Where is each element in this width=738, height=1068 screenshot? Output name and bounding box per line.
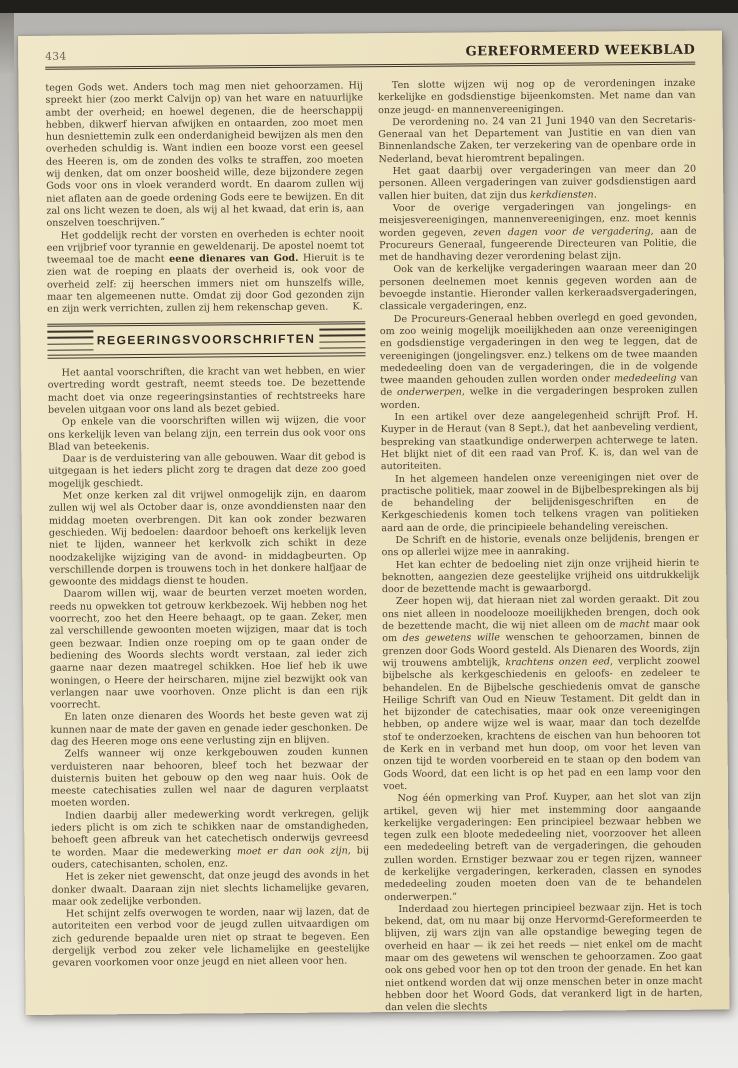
paragraph: Zelfs wanneer wij onze kerkgebouwen zouden kunnen verduisteren naar behooren, bleef toch het bezwaar der duisternis buiten het gebouw op den weg naar huis. Ook de meeste catechisaties zullen wel naar de daguren verplaatst moeten worden. [50,746,369,810]
paragraph: Het gaat daarbij over vergaderingen van meer dan 20 personen. Alleen vergaderingen van zuiver godsdienstigen aard vallen hier buiten, dat zijn dus kerkdiensten. [378,163,697,202]
author-initial: K. [352,301,363,313]
paragraph: Het kan echter de bedoeling niet zijn onze vrijheid hierin te beknotten, aangezien deze geestelijke vrijheid ons uitdrukkelijk door de bezettende macht is gewaarborgd. [381,557,700,596]
paragraph: Met onze kerken zal dit vrijwel onmogelijk zijn, en daarom zullen wij wel als October daar is, onze avonddiensten naar den middag moeten overbrengen. Dit kan ook zonder bezwaren geschieden. Wij bedoelen: daardoor behoeft ons kerkelijk leven niet te lijden, wanneer het kerkvolk zich schikt in deze noodzakelijke wijziging van de avond- in middagbeurten. Op verschillende dorpen is trouwens toch in het donkere halfjaar de gewoonte des middags dienst te houden. [48,488,367,588]
header-double-rule [45,62,695,70]
paragraph: Het is zeker niet gewenscht, dat onze jeugd des avonds in het donker dwaalt. Daaraan zijn niet slechts lichamelijke gevaren, maar ook zedelijke verbonden. [51,869,370,908]
heading-ornament-left [47,331,93,352]
paragraph: In een artikel over deze aangelegenheid schrijft Prof. H. Kuyper in de Heraut (van 8 Sept.), dat het aanbeveling verdient, bespreking van staatkundige onderwerpen achterwege te laten. Het blijkt niet of dit een raad van Prof. K. is, dan wel van de autoriteiten. [380,409,699,473]
page-number: 434 [45,50,67,63]
scanner-edge-band [0,0,738,13]
heading-ornament-right [319,329,365,350]
paragraph: Ten slotte wijzen wij nog op de verordeningen inzake kerkelijke en godsdienstige bijeenkomsten. Met name dan van onze jeugd- en mannenvereenigingen. [377,77,696,116]
paragraph: Nog één opmerking van Prof. Kuyper, aan het slot van zijn artikel, geven wij hier met instemming door aangaande kerkelijke vergaderingen: Een principieel bezwaar hebben we tegen zulk een bloote mededeeling niet, voorzoover het alleen een mededeeling betreft van de vergaderingen, die gehouden zullen worden. Ernstiger bezwaar zou er tegen rijzen, wanneer de kerkelijke vergaderingen, kerkeraden, classen en synodes mededeeling zouden moeten doen van de te behandelen onderwerpen.” [383,790,702,903]
left-column-before-heading [45,80,364,316]
left-column [45,80,370,1015]
paragraph: Ook van de kerkelijke vergaderingen waaraan meer dan 20 personen deelnemen moet kennis gegeven worden aan de bevoegde instantie. Hieronder vallen kerkeraadsvergaderingen, classicale vergaderingen, enz. [379,262,698,313]
page-header [45,43,695,63]
paragraph: In het algemeen handelen onze vereenigingen niet over de practische politiek, maar zoowel in de Bijbelbesprekingen als bij de behandeling der belijdenisgeschriften en de Kerkgeschiedenis komen toch telkens vragen van politieken aard aan de orde, die principieele behandeling vereischen. [381,471,699,534]
paragraph: Voor de overige vergaderingen van jongelings- en meisjesvereenigingen, mannenvereenigingen, enz. moet kennis worden gegeven, zeven dagen voor de vergadering, aan de Procureurs Generaal, fungeerende Directeuren van Politie, die met de handhaving dezer verordening belast zijn. [378,200,697,264]
section-title: REGEERINGSVOORSCHRIFTEN [96,331,316,348]
heading-row [47,325,365,356]
section-heading-block [47,321,365,359]
paragraph: Indien daarbij aller medewerking wordt verkregen, gelijk ieders plicht is om zich te schikken naar de omstandigheden, behoeft geen afbreuk van het catechetisch onderwijs gevreesd te worden. Maar die medewerking moet er dan ook zijn, bij ouders, catechisanten, scholen, enz. [51,808,369,871]
paragraph: En laten onze dienaren des Woords het beste geven wat zij kunnen naar de mate der gaven en genade ieder geschonken. De dag des Heeren moge ons eene verlusting zijn en blijven. [50,709,368,748]
paragraph: Daarom willen wij, waar de beurten verzet moeten worden, reeds nu opwekken tot getrouw kerkbezoek. Wij hebben nog het voorrecht, zoo het den Heere behaagt, op te gaan. Zeker, men zal verschillende gewoonten moeten wijzigen, maar dat is toch geen bezwaar. Indien onze roeping om op te gaan onder de bediening des Woords slechts wordt verstaan, zal ieder zich gaarne naar dezen maatregel schikken. Hoe lief heb ik uwe woningen, o Heere der heirscharen, mijne ziel bezwijkt ook van verlangen naar uwe voorhoven. Onze plicht is dan een rijk voorrecht. [49,586,368,711]
paragraph: De Procureurs-Generaal hebben overlegd en goed gevonden, om zoo weinig mogelijk moeilijkheden aan onze vereenigingen en godsdienstige vergaderingen in den weg te leggen, dat de vereenigingen (jongelingsver. enz.) telkens om de twee maanden mededeeling doen van de vergaderingen, die in de volgende twee maanden gehouden zullen worden onder mededeeling van de onderwerpen, welke in die vergaderingen besproken zullen worden. [379,311,698,411]
article-columns [45,78,702,1015]
paragraph: Op enkele van die voorschriften willen wij wijzen, die voor ons kerkelijk leven van belang zijn, een terrein dus ook voor ons Blad van beteekenis. [48,414,366,453]
right-column [378,78,703,1015]
paragraph: De Schrift en de historie, evenals onze belijdenis, brengen er ons op allerlei wijze mee in aanraking. [381,532,700,559]
scanner-left-shadow [0,13,14,73]
paragraph: Daar is de verduistering van alle gebouwen. Waar dit gebod is uitgegaan is het ieders plicht zorg te dragen dat deze zoo goed mogelijk geschiedt. [48,451,366,490]
paragraph: Het aantal voorschriften, die kracht van wet hebben, en wier overtreding wordt gestraft, neemt steeds toe. De bezettende macht doet via onze regeeringsinstanties of rechtstreeks hare bevelen uitgaan voor ons land als bezet gebied. [47,365,366,416]
paragraph: De verordening no. 24 van 21 Juni 1940 van den Secretaris-Generaal van het Departement van Justitie en van dien van Binnenlandsche Zaken, ter verzekering van de openbare orde in Nederland, bevat hieromtrent bepalingen. [378,114,696,165]
paragraph: Het goddelijk recht der vorsten en overheden is echter nooit een vrijbrief voor tyrannie en geweldenarij. De apostel noemt tot tweemaal toe de macht eene dienares van God. Hieruit is te zien wat de roeping en plaats der overheid is, ook voor de overheid zelf: zij heerschen immers niet om hunszelfs wille, maar ten algemeenen nutte. Omdat zij door God gezonden zijn en zijn werk verrichten, zullen zij hem rekenschap geven. K. [46,227,365,316]
paragraph: tegen Gods wet. Anders toch mag men niet gehoorzamen. Hij spreekt hier (zoo merkt Calvijn op) van het ware en natuurlijke ambt der overheid; en hoewel degenen, die de heerschappij hebben, dikwerf hiervan afwijken en ontaarden, zoo moet men hun desniettemin zulk een onderdanigheid bewijzen als men den overheden schuldig is. Want indien een booze vorst een geesel des Heeren is, om de zonden des volks te straffen, zoo moeten wij denken, dat om onzer boosheid wille, deze bijzondere zegen Gods voor ons in vloek veranderd wordt. En daarom zullen wij niet aflaten aan de goede ordening Gods eere te bewijzen. En dit zal ons licht wezen te doen, als wij al het kwaad, dat erin is, aan onszelven toeschrijven.” [45,80,364,230]
paragraph: Inderdaad zou hiertegen principieel bezwaar zijn. Het is toch bekend, dat, om nu maar bij onze Hervormd-Gereformeerden te blijven, zij wars zijn van alle opstandige beweging tegen de overheid en haar — ik zei het reeds — niet enkel om de macht maar om des gewetens wil wenschen te gehoorzamen. Zoo gaat ook ons gebed voor hen op tot den troon der genade. En het kan niet ontkend worden dat wij onze menschen beter in onze macht hebben door het Woord Gods, dat verankerd ligt in de harten, dan velen die slechts [384,901,703,1014]
paragraph: Zeer hopen wij, dat hieraan niet zal worden geraakt. Dit zou ons niet alleen in noodelooze moeilijkheden brengen, doch ook de bezettende macht, die wij niet alleen om de macht maar ook om des gewetens wille wenschen te gehoorzamen, binnen de grenzen door Gods Woord gesteld. Als Dienaren des Woords, zijn wij trouwens ambtelijk, krachtens onzen eed, verplicht zoowel bijbelsche als kerkgeschiedenis en geloofs- en zedeleer te behandelen. En de Bijbelsche geschiedenis omvat de gansche Heilige Schrift van Oud en Nieuw Testament. Dit geldt dan in het bijzonder de catechisaties, maar ook onze vereenigingen hebben, op andere wijze wel is waar, maar dan toch dezelfde stof te onderzoeken, krachtens de eischen van hun behooren tot de Kerk en in verband met hun doop, om voor het leven van onzen tijd te worden voorbereid en te staan op den bodem van Gods Woord, dat een licht is op het pad en een lamp voor den voet. [382,594,701,793]
left-column-after-heading [48,365,370,970]
newspaper-page [18,30,730,1014]
publication-title: GEREFORMEERD WEEKBLAD [465,42,696,60]
paragraph: Het schijnt zelfs overwogen te worden, naar wij lazen, dat de autoriteiten een verbod voor de jeugd zullen uitvaardigen om zich gedurende bepaalde uren niet op straat te begeven. Een dergelijk verbod zou zeker vele lichamelijke en geestelijke gevaren voorkomen voor onze jeugd en niet alleen voor hen. [51,906,370,970]
